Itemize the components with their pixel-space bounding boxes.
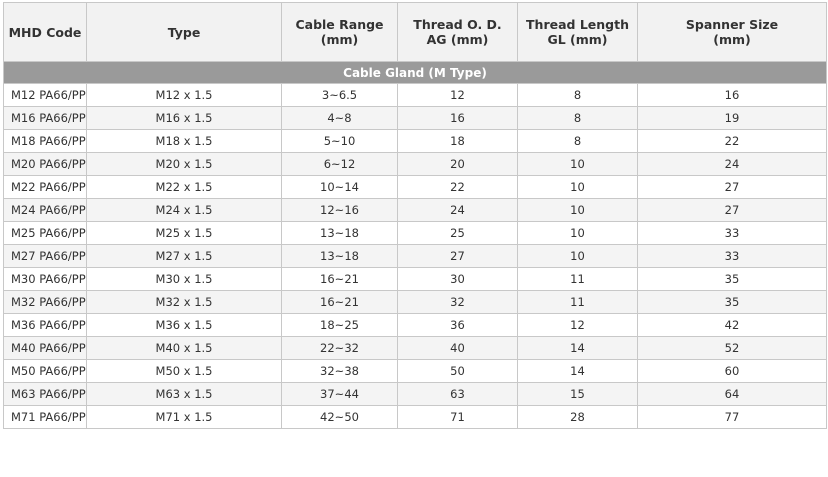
type-cell: M36 x 1.5 xyxy=(87,314,282,337)
thread-length-cell: 15 xyxy=(518,383,638,406)
thread-length-cell: 11 xyxy=(518,291,638,314)
thread-length-cell: 10 xyxy=(518,222,638,245)
table-row xyxy=(4,130,827,153)
cable-range-cell: 37~44 xyxy=(282,383,398,406)
cable-range-cell: 12~16 xyxy=(282,199,398,222)
thread-od-cell: 12 xyxy=(398,84,518,107)
type-cell: M27 x 1.5 xyxy=(87,245,282,268)
cable-range-cell: 13~18 xyxy=(282,222,398,245)
thread-length-cell: 8 xyxy=(518,107,638,130)
spanner-size-cell: 64 xyxy=(638,383,827,406)
spanner-size-cell: 33 xyxy=(638,222,827,245)
mhd-code-cell: M63 PA66/PP xyxy=(4,383,87,406)
thread-od-cell: 16 xyxy=(398,107,518,130)
thread-length-cell: 14 xyxy=(518,360,638,383)
thread-od-cell: 20 xyxy=(398,153,518,176)
table-row xyxy=(4,222,827,245)
thread-od-cell: 18 xyxy=(398,130,518,153)
type-cell: M63 x 1.5 xyxy=(87,383,282,406)
table-row xyxy=(4,153,827,176)
mhd-code-cell: M36 PA66/PP xyxy=(4,314,87,337)
cable-range-cell: 3~6.5 xyxy=(282,84,398,107)
cable-gland-spec-table xyxy=(3,2,827,429)
thread-od-cell: 25 xyxy=(398,222,518,245)
header-mhd-code: MHD Code xyxy=(4,3,87,62)
spanner-size-cell: 33 xyxy=(638,245,827,268)
mhd-code-cell: M24 PA66/PP xyxy=(4,199,87,222)
table-row xyxy=(4,84,827,107)
header-thread-length: Thread Length GL (mm) xyxy=(518,3,638,62)
thread-length-cell: 14 xyxy=(518,337,638,360)
spanner-size-cell: 35 xyxy=(638,268,827,291)
type-cell: M16 x 1.5 xyxy=(87,107,282,130)
spanner-size-cell: 22 xyxy=(638,130,827,153)
type-cell: M18 x 1.5 xyxy=(87,130,282,153)
type-cell: M71 x 1.5 xyxy=(87,406,282,429)
thread-length-cell: 12 xyxy=(518,314,638,337)
thread-od-cell: 50 xyxy=(398,360,518,383)
spanner-size-cell: 42 xyxy=(638,314,827,337)
spanner-size-cell: 27 xyxy=(638,199,827,222)
thread-length-cell: 10 xyxy=(518,176,638,199)
type-cell: M25 x 1.5 xyxy=(87,222,282,245)
table-row xyxy=(4,360,827,383)
thread-od-cell: 36 xyxy=(398,314,518,337)
table-row xyxy=(4,245,827,268)
type-cell: M50 x 1.5 xyxy=(87,360,282,383)
header-spanner-size: Spanner Size (mm) xyxy=(638,3,827,62)
spanner-size-cell: 24 xyxy=(638,153,827,176)
header-thread-od: Thread O. D. AG (mm) xyxy=(398,3,518,62)
table-row xyxy=(4,107,827,130)
thread-length-cell: 8 xyxy=(518,84,638,107)
cable-range-cell: 32~38 xyxy=(282,360,398,383)
cable-range-cell: 22~32 xyxy=(282,337,398,360)
type-cell: M20 x 1.5 xyxy=(87,153,282,176)
thread-od-cell: 27 xyxy=(398,245,518,268)
cable-range-cell: 5~10 xyxy=(282,130,398,153)
thread-length-cell: 10 xyxy=(518,245,638,268)
thread-od-cell: 22 xyxy=(398,176,518,199)
thread-length-cell: 10 xyxy=(518,153,638,176)
spanner-size-cell: 77 xyxy=(638,406,827,429)
thread-od-cell: 40 xyxy=(398,337,518,360)
thread-length-cell: 8 xyxy=(518,130,638,153)
thread-length-cell: 10 xyxy=(518,199,638,222)
type-cell: M22 x 1.5 xyxy=(87,176,282,199)
cable-range-cell: 6~12 xyxy=(282,153,398,176)
mhd-code-cell: M22 PA66/PP xyxy=(4,176,87,199)
mhd-code-cell: M18 PA66/PP xyxy=(4,130,87,153)
mhd-code-cell: M16 PA66/PP xyxy=(4,107,87,130)
thread-length-cell: 28 xyxy=(518,406,638,429)
table-row xyxy=(4,268,827,291)
table-row xyxy=(4,176,827,199)
table-row xyxy=(4,291,827,314)
type-cell: M12 x 1.5 xyxy=(87,84,282,107)
cable-range-cell: 4~8 xyxy=(282,107,398,130)
table-row xyxy=(4,199,827,222)
type-cell: M32 x 1.5 xyxy=(87,291,282,314)
cable-range-cell: 16~21 xyxy=(282,268,398,291)
table-row xyxy=(4,406,827,429)
spanner-size-cell: 60 xyxy=(638,360,827,383)
thread-od-cell: 32 xyxy=(398,291,518,314)
thread-od-cell: 63 xyxy=(398,383,518,406)
mhd-code-cell: M20 PA66/PP xyxy=(4,153,87,176)
mhd-code-cell: M30 PA66/PP xyxy=(4,268,87,291)
spanner-size-cell: 19 xyxy=(638,107,827,130)
section-row xyxy=(4,62,827,84)
cable-range-cell: 42~50 xyxy=(282,406,398,429)
mhd-code-cell: M27 PA66/PP xyxy=(4,245,87,268)
cable-range-cell: 10~14 xyxy=(282,176,398,199)
type-cell: M40 x 1.5 xyxy=(87,337,282,360)
spanner-size-cell: 52 xyxy=(638,337,827,360)
mhd-code-cell: M32 PA66/PP xyxy=(4,291,87,314)
cable-range-cell: 18~25 xyxy=(282,314,398,337)
cable-range-cell: 16~21 xyxy=(282,291,398,314)
thread-od-cell: 24 xyxy=(398,199,518,222)
header-row xyxy=(4,3,827,62)
table-row xyxy=(4,383,827,406)
spanner-size-cell: 27 xyxy=(638,176,827,199)
thread-length-cell: 11 xyxy=(518,268,638,291)
type-cell: M30 x 1.5 xyxy=(87,268,282,291)
table-row xyxy=(4,314,827,337)
mhd-code-cell: M40 PA66/PP xyxy=(4,337,87,360)
mhd-code-cell: M25 PA66/PP xyxy=(4,222,87,245)
spanner-size-cell: 35 xyxy=(638,291,827,314)
thread-od-cell: 71 xyxy=(398,406,518,429)
type-cell: M24 x 1.5 xyxy=(87,199,282,222)
mhd-code-cell: M50 PA66/PP xyxy=(4,360,87,383)
section-title: Cable Gland (M Type) xyxy=(4,62,827,84)
cable-range-cell: 13~18 xyxy=(282,245,398,268)
thread-od-cell: 30 xyxy=(398,268,518,291)
header-type: Type xyxy=(87,3,282,62)
mhd-code-cell: M71 PA66/PP xyxy=(4,406,87,429)
header-cable-range: Cable Range (mm) xyxy=(282,3,398,62)
table-row xyxy=(4,337,827,360)
spanner-size-cell: 16 xyxy=(638,84,827,107)
mhd-code-cell: M12 PA66/PP xyxy=(4,84,87,107)
